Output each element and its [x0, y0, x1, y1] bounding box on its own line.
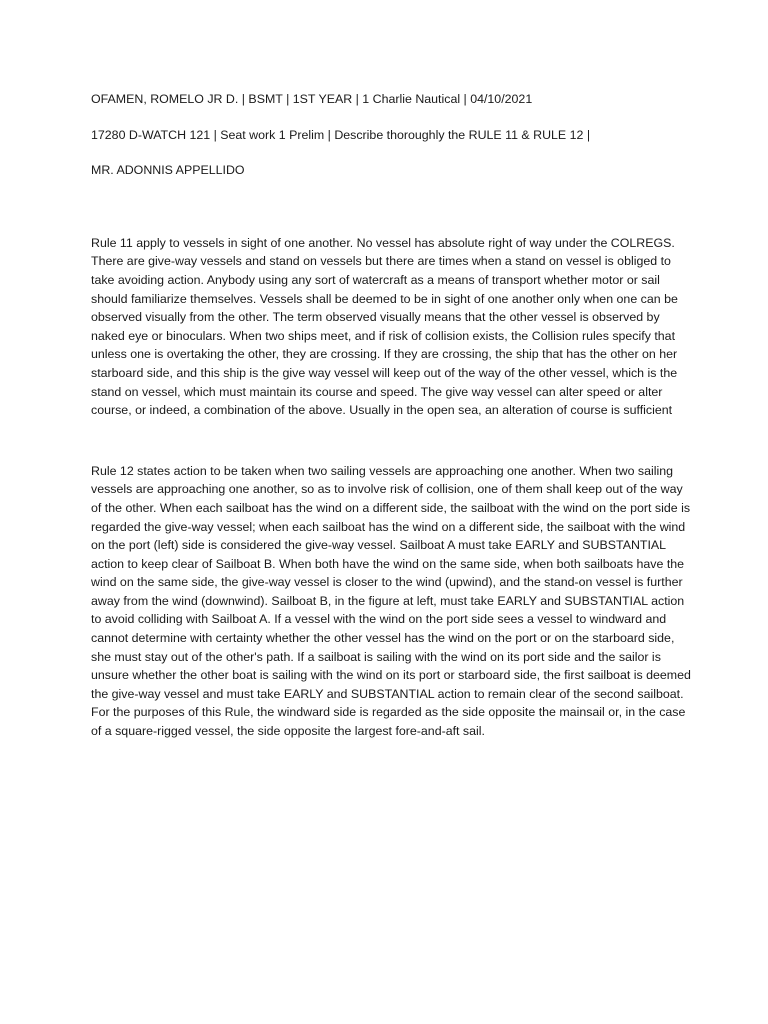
- student-info-line: OFAMEN, ROMELO JR D. | BSMT | 1ST YEAR | 1 Charlie Nautical | 04/10/2021: [91, 92, 533, 106]
- instructor-line: MR. ADONNIS APPELLIDO: [91, 163, 245, 178]
- rule-11-paragraph: Rule 11 apply to vessels in sight of one another. No vessel has absolute right of way under the COLREGS. There are give-way vessels and stand on vessels but there are times when a stand on vessel is obliged to take avoiding action. Anybody using any sort of watercraft as a means of transport whether motor or sail should familiarize themselves. Vessels shall be deemed to be in sight of one another only when one can be observed visually from the other. The term observed visually means that the other vessel is observed by naked eye or binoculars. When two ships meet, and if risk of collision exists, the Collision rules specify that unless one is overtaking the other, they are crossing. If they are crossing, the ship that has the other on her starboard side, and this ship is the give way vessel will keep out of the way of the other vessel, which is the stand on vessel, which must maintain its course and speed. The give way vessel can alter speed or alter course, or indeed, a combination of the above. Usually in the open sea, an alteration of course is sufficient: [91, 235, 678, 418]
- paragraph-gap: [91, 420, 691, 462]
- course-info-line: 17280 D-WATCH 121 | Seat work 1 Prelim | Describe thoroughly the RULE 11 & RULE 12 |: [91, 127, 591, 142]
- document-content: [91, 90, 691, 741]
- header-spacer: [91, 197, 691, 234]
- rule-12-paragraph: Rule 12 states action to be taken when two sailing vessels are approaching one another. When two sailing vessels are approaching one another, so as to involve risk of collision, one of them shall keep out of the way of the other. When each sailboat has the wind on a different side, the sailboat with the wind on the port side is regarded the give-way vessel; when each sailboat has the wind on a different side, the sailboat with the wind on the port (left) side is considered the give-way vessel. Sailboat A must take EARLY and SUBSTANTIAL action to keep clear of Sailboat B. When both have the wind on the same side, when both sailboats have the wind on the same side, the give-way vessel is closer to the wind (upwind), and the stand-on vessel is further away from the wind (downwind). Sailboat B, in the figure at left, must take EARLY and SUBSTANTIAL action to avoid colliding with Sailboat A. If a vessel with the wind on the port side sees a vessel to windward and cannot determine with certainty whether the other vessel has the wind on the port or on the starboard side, she must stay out of the other's path. If a sailboat is sailing with the wind on its port side and the sailor is unsure whether the other boat is sailing with the wind on its port or starboard side, the first sailboat is deemed the give-way vessel and must take EARLY and SUBSTANTIAL action to remain clear of the second sailboat. For the purposes of this Rule, the windward side is regarded as the side opposite the mainsail or, in the case of a square-rigged vessel, the side opposite the largest fore-and-aft sail.: [91, 463, 691, 739]
